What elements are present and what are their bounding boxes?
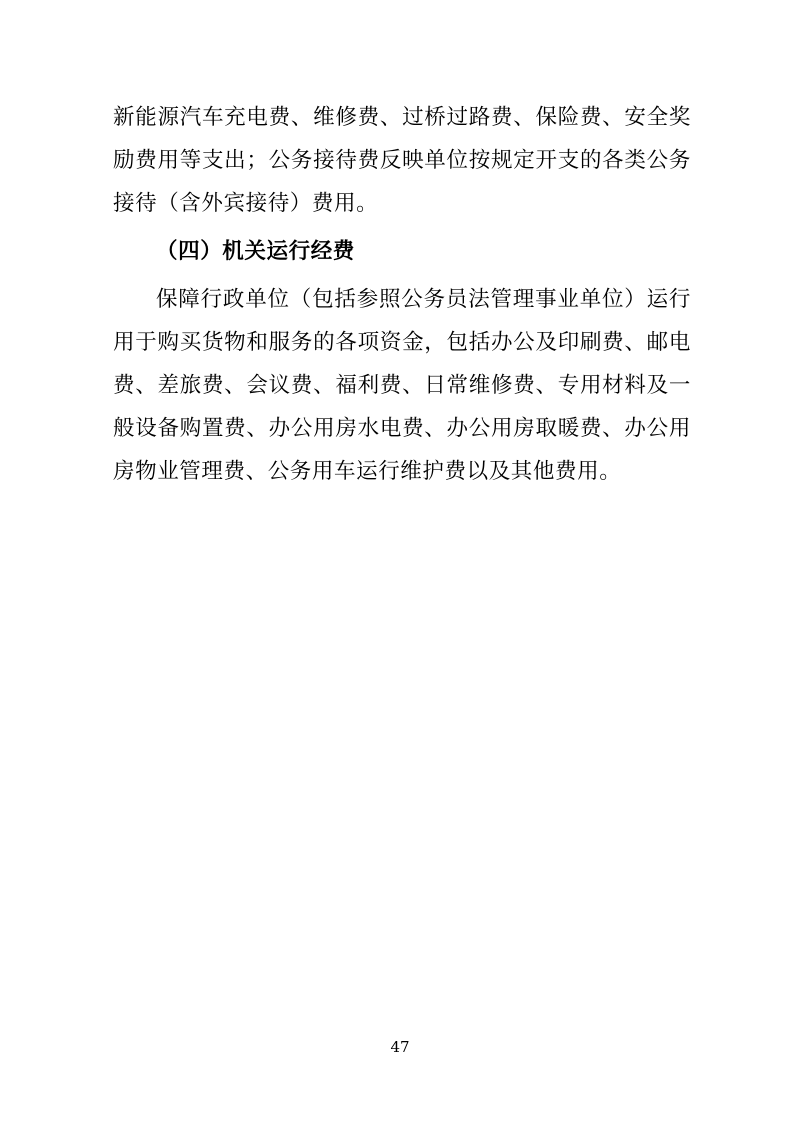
- page-number: 47: [390, 1038, 410, 1056]
- paragraph-operating-funds: 保障行政单位（包括参照公务员法管理事业单位）运行用于购买货物和服务的各项资金，包括办公及印刷费、邮电费、差旅费、会议费、福利费、日常维修费、专用材料及一般设备购置费、办公用房水电费、办公用房取暖费、办公用房物业管理费、公务用车运行维护费以及其他费用。: [113, 287, 691, 484]
- paragraph-expenses: 新能源汽车充电费、维修费、过桥过路费、保险费、安全奖励费用等支出；公务接待费反映单位按规定开支的各类公务接待（含外宾接待）费用。: [113, 105, 691, 216]
- heading-section-four: （四）机关运行经费: [156, 239, 355, 264]
- page-content: [113, 96, 691, 493]
